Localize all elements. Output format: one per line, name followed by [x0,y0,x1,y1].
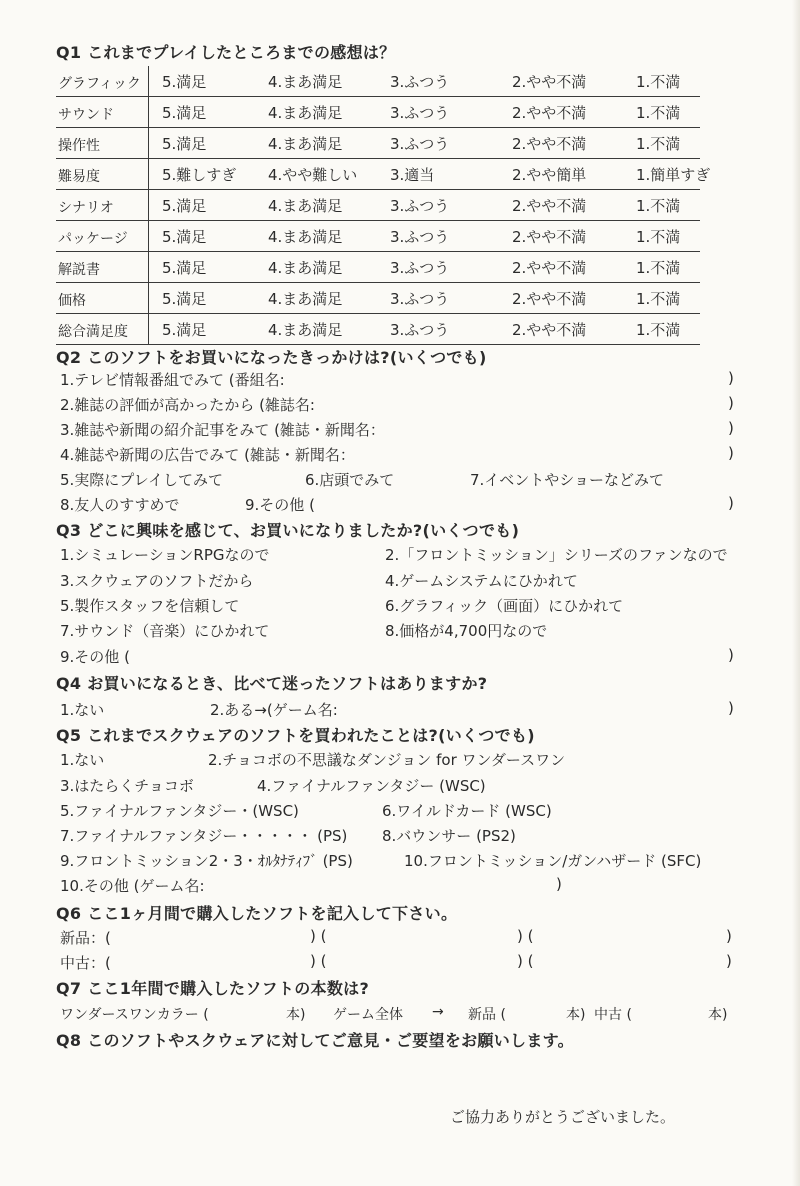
q1-row [56,221,716,252]
q6-new-label[interactable]: 新品：( [60,929,111,947]
q5-option-other[interactable]: 10.その他 (ゲーム名: [60,877,205,895]
q1-rating-option[interactable]: 1.不満 [636,290,681,308]
q1-rating-option[interactable]: 5.満足 [162,228,207,246]
q1-rating-option[interactable]: 1.不満 [636,228,681,246]
q1-rating-option[interactable]: 1.不満 [636,135,681,153]
q7-wsc-unit: 本) [286,1007,306,1023]
q5-close: ) [556,875,562,893]
q1-rating-option[interactable]: 5.満足 [162,321,207,339]
q7-total-label: ゲーム全体 [333,1007,403,1023]
q5-option-6[interactable]: 6.ワイルドカード (WSC) [382,802,552,820]
q3-option-8[interactable]: 8.価格が4,700円なので [385,622,548,640]
q3-option-7[interactable]: 7.サウンド（音楽）にひかれて [60,622,270,640]
q1-rating-option[interactable]: 1.不満 [636,73,681,91]
q1-row-label: 総合満足度 [58,324,128,340]
q1-rating-option[interactable]: 4.やや難しい [268,166,358,184]
q1-row-label: 解説書 [58,262,100,278]
q1-rating-option[interactable]: 5.満足 [162,259,207,277]
q1-row [56,190,716,221]
q1-heading: Q1 これまでプレイしたところまでの感想は？ [56,43,396,62]
q1-rating-option[interactable]: 1.不満 [636,321,681,339]
q1-row-label: 価格 [58,293,86,309]
q1-rating-option[interactable]: 5.満足 [162,135,207,153]
q1-rating-option[interactable]: 3.適当 [390,166,435,184]
q1-row [56,66,716,97]
q4-option-2[interactable]: 2.ある→(ゲーム名: [210,701,338,719]
q6-used-close: ) [726,952,732,970]
q1-row-label: シナリオ [58,200,114,216]
q1-row-label: パッケージ [58,231,128,247]
q1-rating-option[interactable]: 3.ふつう [390,197,450,215]
thanks-message: ご協力ありがとうございました。 [450,1108,676,1126]
q6-new-sep-1: ) ( [310,927,327,945]
q7-used-label[interactable]: 中古 ( [594,1007,632,1023]
q1-row [56,159,716,190]
q1-rating-option[interactable]: 2.やや不満 [512,135,587,153]
paper-edge [792,0,800,1186]
q7-arrow: → [432,1004,444,1020]
q1-row-label: 操作性 [58,138,100,154]
q3-option-9[interactable]: 9.その他 ( [60,648,130,666]
q2-close-2: ) [728,394,734,412]
q1-row-label: サウンド [58,107,114,123]
q2-heading: Q2 このソフトをお買いになったきっかけは?(いくつでも) [56,348,487,367]
q5-option-4[interactable]: 4.ファイナルファンタジー (WSC) [257,777,486,795]
q1-rating-option[interactable]: 1.不満 [636,259,681,277]
q3-option-3[interactable]: 3.スクウェアのソフトだから [60,572,254,590]
q4-close: ) [728,699,734,717]
q1-rating-option[interactable]: 5.満足 [162,290,207,308]
q3-option-4[interactable]: 4.ゲームシステムにひかれて [385,572,578,590]
q5-option-1[interactable]: 1.ない [60,751,105,769]
q5-heading: Q5 これまでスクウェアのソフトを買われたことは?(いくつでも) [56,726,535,745]
q1-row [56,128,716,159]
q1-rating-option[interactable]: 3.ふつう [390,104,450,122]
q2-option-1[interactable]: 1.テレビ情報番組でみて (番組名: [60,371,285,389]
q1-rating-option[interactable]: 1.不満 [636,197,681,215]
q1-rating-option[interactable]: 2.やや不満 [512,104,587,122]
q1-rating-option[interactable]: 3.ふつう [390,259,450,277]
q1-rating-option[interactable]: 4.まあ満足 [268,259,343,277]
q5-option-5[interactable]: 5.ファイナルファンタジー・(WSC) [60,802,299,820]
q1-rating-option[interactable]: 4.まあ満足 [268,321,343,339]
q8-comment-area[interactable] [56,1055,726,1095]
q7-heading: Q7 ここ1年間で購入したソフトの本数は? [56,979,370,998]
q3-close-9: ) [728,646,734,664]
q6-used-label[interactable]: 中古：( [60,954,111,972]
q2-option-8[interactable]: 8.友人のすすめで [60,496,180,514]
q1-rating-option[interactable]: 3.ふつう [390,290,450,308]
q1-rating-option[interactable]: 4.まあ満足 [268,73,343,91]
q1-row-label: グラフィック [58,76,141,92]
q1-row [56,252,716,283]
q1-row-label: 難易度 [58,169,100,185]
q3-option-5[interactable]: 5.製作スタッフを信頼して [60,597,240,615]
q2-close-9: ) [728,494,734,512]
q1-rating-option[interactable]: 4.まあ満足 [268,197,343,215]
q6-new-close: ) [726,927,732,945]
q1-rating-option[interactable]: 4.まあ満足 [268,104,343,122]
q5-option-2[interactable]: 2.チョコボの不思議なダンジョン for ワンダースワン [208,751,566,769]
q2-close-4: ) [728,444,734,462]
q7-used-unit: 本) [708,1007,728,1023]
q6-used-sep-1: ) ( [310,952,327,970]
q5-option-8[interactable]: 8.バウンサー (PS2) [382,827,516,845]
q2-option-5[interactable]: 5.実際にプレイしてみて [60,471,223,489]
q1-rating-option[interactable]: 3.ふつう [390,73,450,91]
q1-rating-option[interactable]: 2.やや不満 [512,290,587,308]
q7-new-unit: 本) [566,1007,586,1023]
q3-option-2[interactable]: 2.「フロントミッション」シリーズのファンなので [385,546,728,564]
q1-rating-option[interactable]: 2.やや不満 [512,73,587,91]
q1-rating-option[interactable]: 5.難しすぎ [162,166,237,184]
q1-rating-option[interactable]: 5.満足 [162,104,207,122]
q6-used-sep-2: ) ( [517,952,534,970]
q1-rating-option[interactable]: 4.まあ満足 [268,135,343,153]
q1-rating-option[interactable]: 2.やや簡単 [512,166,587,184]
q2-close-3: ) [728,419,734,437]
q8-heading: Q8 このソフトやスクウェアに対してご意見・ご要望をお願いします。 [56,1031,574,1050]
q6-new-sep-2: ) ( [517,927,534,945]
q2-option-7[interactable]: 7.イベントやショーなどみて [470,471,665,489]
q1-rating-option[interactable]: 2.やや不満 [512,259,587,277]
q3-option-1[interactable]: 1.シミュレーションRPGなので [60,546,270,564]
q2-option-2[interactable]: 2.雑誌の評価が高かったから (雑誌名: [60,396,315,414]
q1-row [56,314,716,345]
q4-option-1[interactable]: 1.ない [60,701,105,719]
q1-rating-option[interactable]: 2.やや不満 [512,321,587,339]
q5-option-3[interactable]: 3.はたらくチョコボ [60,777,194,795]
q7-wsc-label[interactable]: ワンダースワンカラー ( [60,1007,209,1023]
q1-rating-option[interactable]: 4.まあ満足 [268,228,343,246]
q1-rating-option[interactable]: 2.やや不満 [512,228,587,246]
q1-rating-option[interactable]: 3.ふつう [390,228,450,246]
q7-new-label[interactable]: 新品 ( [468,1007,506,1023]
q2-option-3[interactable]: 3.雑誌や新聞の紹介記事をみて (雑誌・新聞名： [60,421,385,439]
q1-row [56,97,716,128]
q2-option-6[interactable]: 6.店頭でみて [305,471,395,489]
q1-rating-option[interactable]: 3.ふつう [390,135,450,153]
q1-rating-option[interactable]: 5.満足 [162,73,207,91]
q1-rating-option[interactable]: 3.ふつう [390,321,450,339]
q2-option-4[interactable]: 4.雑誌や新聞の広告でみて (雑誌・新聞名： [60,446,355,464]
q3-heading: Q3 どこに興味を感じて、お買いになりましたか?(いくつでも) [56,521,520,540]
q1-rating-option[interactable]: 1.簡単すぎ [636,166,711,184]
q1-rating-option[interactable]: 2.やや不満 [512,197,587,215]
q3-option-6[interactable]: 6.グラフィック（画面）にひかれて [385,597,624,615]
q1-row [56,283,716,314]
q6-heading: Q6 ここ1ヶ月間で購入したソフトを記入して下さい。 [56,904,458,923]
q4-heading: Q4 お買いになるとき、比べて迷ったソフトはありますか? [56,674,488,693]
q1-rating-option[interactable]: 1.不満 [636,104,681,122]
q2-close-1: ) [728,369,734,387]
q1-rating-option[interactable]: 5.満足 [162,197,207,215]
q1-rating-option[interactable]: 4.まあ満足 [268,290,343,308]
q2-option-9[interactable]: 9.その他 ( [245,496,315,514]
q5-option-7[interactable]: 7.ファイナルファンタジー・・・・・ (PS) [60,827,348,845]
q5-option-10[interactable]: 10.フロントミッション/ガンハザード (SFC) [404,852,702,870]
q5-option-9[interactable]: 9.フロントミッション2・3・ｵﾙﾀﾅﾃｨﾌﾞ (PS) [60,852,353,870]
